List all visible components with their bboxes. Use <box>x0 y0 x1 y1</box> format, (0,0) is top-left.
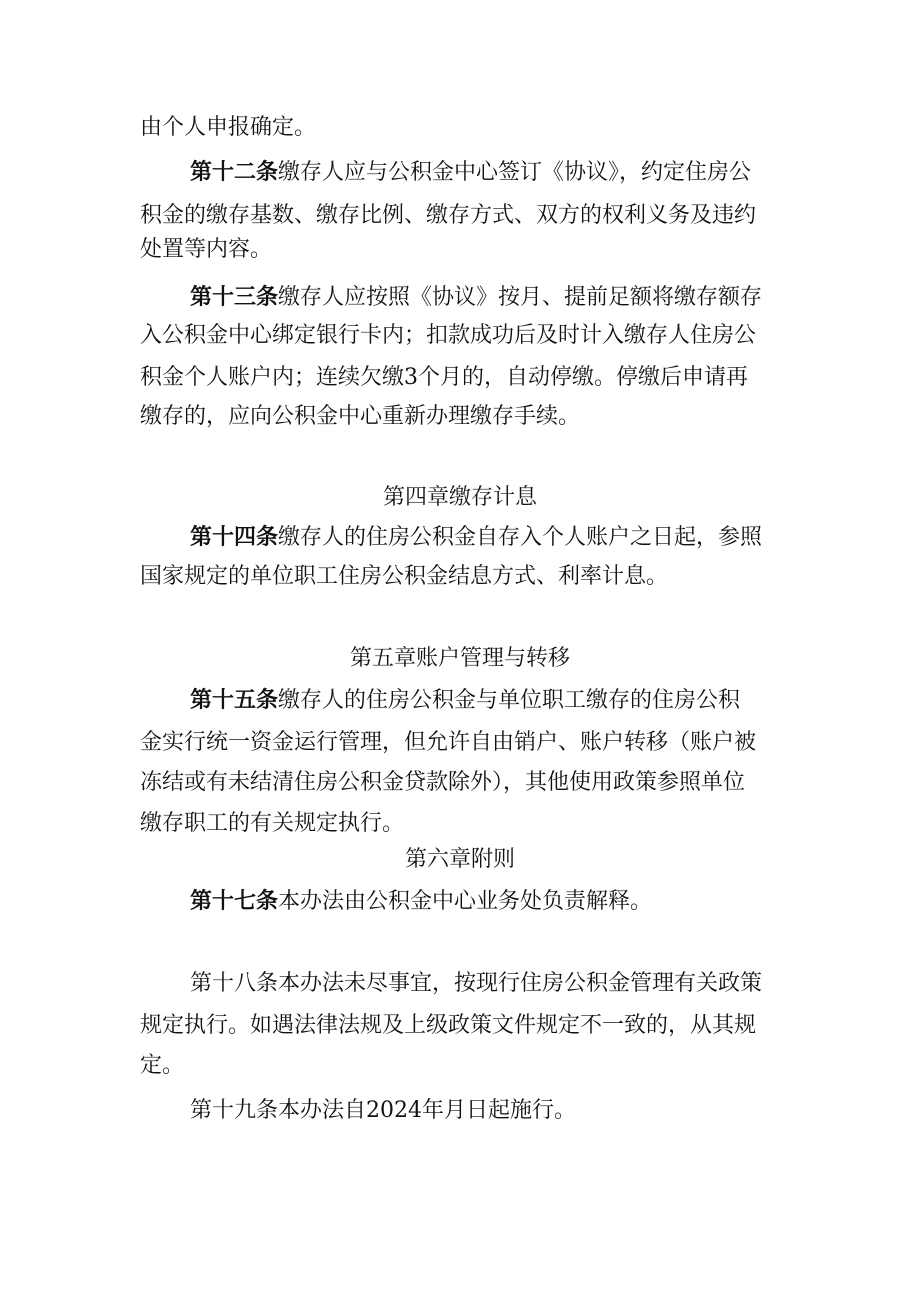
article-number: 第十四条 <box>190 524 279 550</box>
article-number: 第十五条 <box>190 687 279 713</box>
article-text: 缴存人的住房公积金自存入个人账户之日起，参照 <box>278 525 763 550</box>
text-line: 处置等内容。 <box>140 237 273 262</box>
article-text: 缴存人的住房公积金与单位职工缴存的住房公积 <box>278 688 741 713</box>
article-number: 第十二条 <box>190 159 279 185</box>
text-line: 积金的缴存基数、缴存比例、缴存方式、双方的权利义务及违约 <box>140 203 757 228</box>
text-line: 规定执行。如遇法律法规及上级政策文件规定不一致的，从其规 <box>140 1013 757 1038</box>
article-text: 缴存人应按照《协议》按月、提前足额将缴存额存 <box>278 285 763 310</box>
paragraph-line <box>190 686 740 715</box>
paragraph-line <box>190 158 751 187</box>
text-line: 金实行统一资金运行管理，但允许自由销户、账户转移（账户被 <box>140 730 757 755</box>
text-line: 缴存职工的有关规定执行。 <box>140 811 405 836</box>
text-line: 第十八条本办法未尽事宜，按现行住房公积金管理有关政策 <box>190 971 763 996</box>
paragraph-line <box>190 283 762 312</box>
text-line: 缴存的，应向公积金中心重新办理缴存手续。 <box>140 404 581 429</box>
chapter-heading: 第四章缴存计息 <box>382 485 537 510</box>
article-number: 第十三条 <box>190 284 279 310</box>
paragraph-line <box>190 523 762 552</box>
text-line: 冻结或有未结清住房公积金贷款除外），其他使用政策参照单位 <box>140 770 746 795</box>
text-line: 定。 <box>140 1053 185 1078</box>
text-line: 国家规定的单位职工住房公积金结息方式、利率计息。 <box>140 564 669 589</box>
text-line: 第十九条本办法自2024年月日起施行。 <box>190 1098 576 1123</box>
text-line: 积金个人账户内；连续欠缴3个月的，自动停缴。停缴后申请再 <box>140 365 748 390</box>
article-text: 缴存人应与公积金中心签订《协议》，约定住房公 <box>278 160 752 185</box>
article-number: 第十七条 <box>190 888 279 914</box>
chapter-heading: 第五章账户管理与转移 <box>349 646 570 671</box>
text-line: 由个人申报确定。 <box>140 115 317 140</box>
article-text: 本办法由公积金中心业务处负责解释。 <box>278 889 653 914</box>
text-line: 入公积金中心绑定银行卡内；扣款成功后及时计入缴存人住房公 <box>140 323 757 348</box>
chapter-heading: 第六章附则 <box>404 847 515 872</box>
paragraph-line <box>190 887 652 916</box>
